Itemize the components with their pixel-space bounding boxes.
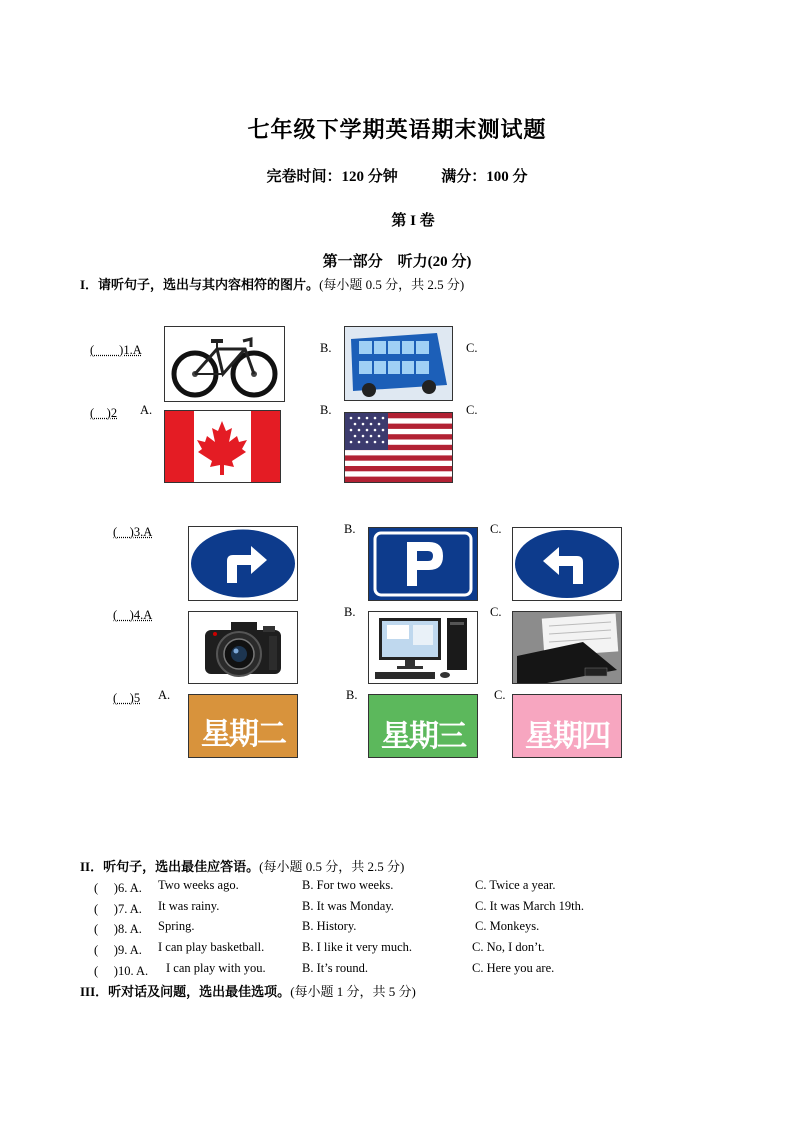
question-10-option-b: B. It’s round. <box>302 961 368 975</box>
question-5-option-b: B. <box>346 688 358 702</box>
wednesday-image <box>368 694 478 758</box>
question-7-option-a: It was rainy. <box>158 899 220 913</box>
question-8-option-c: C. Monkeys. <box>475 919 540 933</box>
turn-right-sign-image <box>188 526 298 601</box>
question-1-option-c: C. <box>466 341 478 355</box>
question-6-option-c: C. Twice a year. <box>475 878 556 892</box>
wednesday-label: 星期三 <box>381 719 465 754</box>
question-6-option-a: Two weeks ago. <box>158 878 239 892</box>
thursday-image <box>512 694 622 758</box>
question-4-option-b: B. <box>344 605 356 619</box>
question-5-number: ( )5 <box>113 691 141 705</box>
volume-label: 第 I 卷 <box>391 213 435 229</box>
exam-info <box>0 165 794 186</box>
question-9-option-b: B. I like it very much. <box>302 940 413 954</box>
question-10-option-a: I can play with you. <box>166 961 266 975</box>
question-4-number: ( )4.A <box>113 608 153 622</box>
question-8-option-b: B. History. <box>302 919 357 933</box>
section2-heading <box>80 856 404 875</box>
exam-score: 满分：100 分 <box>441 169 528 185</box>
question-9-option-c: C. No, I don’t. <box>472 940 545 954</box>
section2-note: (每小题 0.5 分，共 2.5 分) <box>259 859 405 874</box>
question-3-option-b: B. <box>344 522 356 536</box>
part-heading: 第一部分 听力(20 分) <box>322 254 472 270</box>
section3-title: III．听对话及问题，选出最佳选项。 <box>80 984 291 999</box>
question-2-option-c: C. <box>466 403 478 417</box>
thursday-label: 星期四 <box>525 719 609 754</box>
question-7-option-b: B. It was Monday. <box>302 899 394 913</box>
section1-note: (每小题 0.5 分，共 2.5 分) <box>319 277 465 292</box>
tuesday-background <box>189 695 297 757</box>
question-7-number: ( )7. A. <box>94 902 142 916</box>
question-9-number: ( )9. A. <box>94 943 142 957</box>
question-8-number: ( )8. A. <box>94 922 142 936</box>
question-8-option-a: Spring. <box>158 919 195 933</box>
notebook-image <box>512 611 622 684</box>
turn-left-sign-image <box>512 527 622 601</box>
usa-flag-image <box>344 412 453 483</box>
question-2-number: ( )2 <box>90 406 118 420</box>
question-2-option-a: A. <box>140 403 153 417</box>
thursday-background <box>513 695 621 757</box>
wednesday-background <box>369 695 477 757</box>
bicycle-image <box>164 326 285 402</box>
question-10-number: ( )10. A. <box>94 964 149 978</box>
question-7-option-c: C. It was March 19th. <box>475 899 585 913</box>
question-9-option-a: I can play basketball. <box>158 940 265 954</box>
exam-time: 完卷时间：120 分钟 <box>266 169 398 185</box>
page-title: 七年级下学期英语期末测试题 <box>247 117 547 142</box>
question-6-option-b: B. For two weeks. <box>302 878 394 892</box>
question-3-option-c: C. <box>490 522 502 536</box>
camera-image <box>188 611 298 684</box>
computer-image <box>368 611 478 684</box>
question-5-option-c: C. <box>494 688 506 702</box>
canada-flag-image <box>164 410 281 483</box>
question-5-option-a: A. <box>158 688 171 702</box>
section1-title: I．请听句子，选出与其内容相符的图片。 <box>80 277 320 292</box>
question-6-number: ( )6. A. <box>94 881 142 895</box>
question-1-option-b: B. <box>320 341 332 355</box>
section3-note: (每小题 1 分，共 5 分) <box>290 984 416 999</box>
tuesday-image <box>188 694 298 758</box>
tuesday-label: 星期二 <box>201 717 285 752</box>
double-decker-bus-image <box>344 326 453 401</box>
question-2-option-b: B. <box>320 403 332 417</box>
parking-sign-image <box>368 527 478 601</box>
question-10-option-c: C. Here you are. <box>472 961 555 975</box>
section1-heading <box>80 274 464 293</box>
section3-heading <box>80 981 416 1000</box>
question-3-number: ( )3.A <box>113 525 153 539</box>
section2-title: II．听句子，选出最佳应答语。 <box>80 859 260 874</box>
question-1-number: ( )1.A <box>90 343 142 357</box>
question-4-option-c: C. <box>490 605 502 619</box>
